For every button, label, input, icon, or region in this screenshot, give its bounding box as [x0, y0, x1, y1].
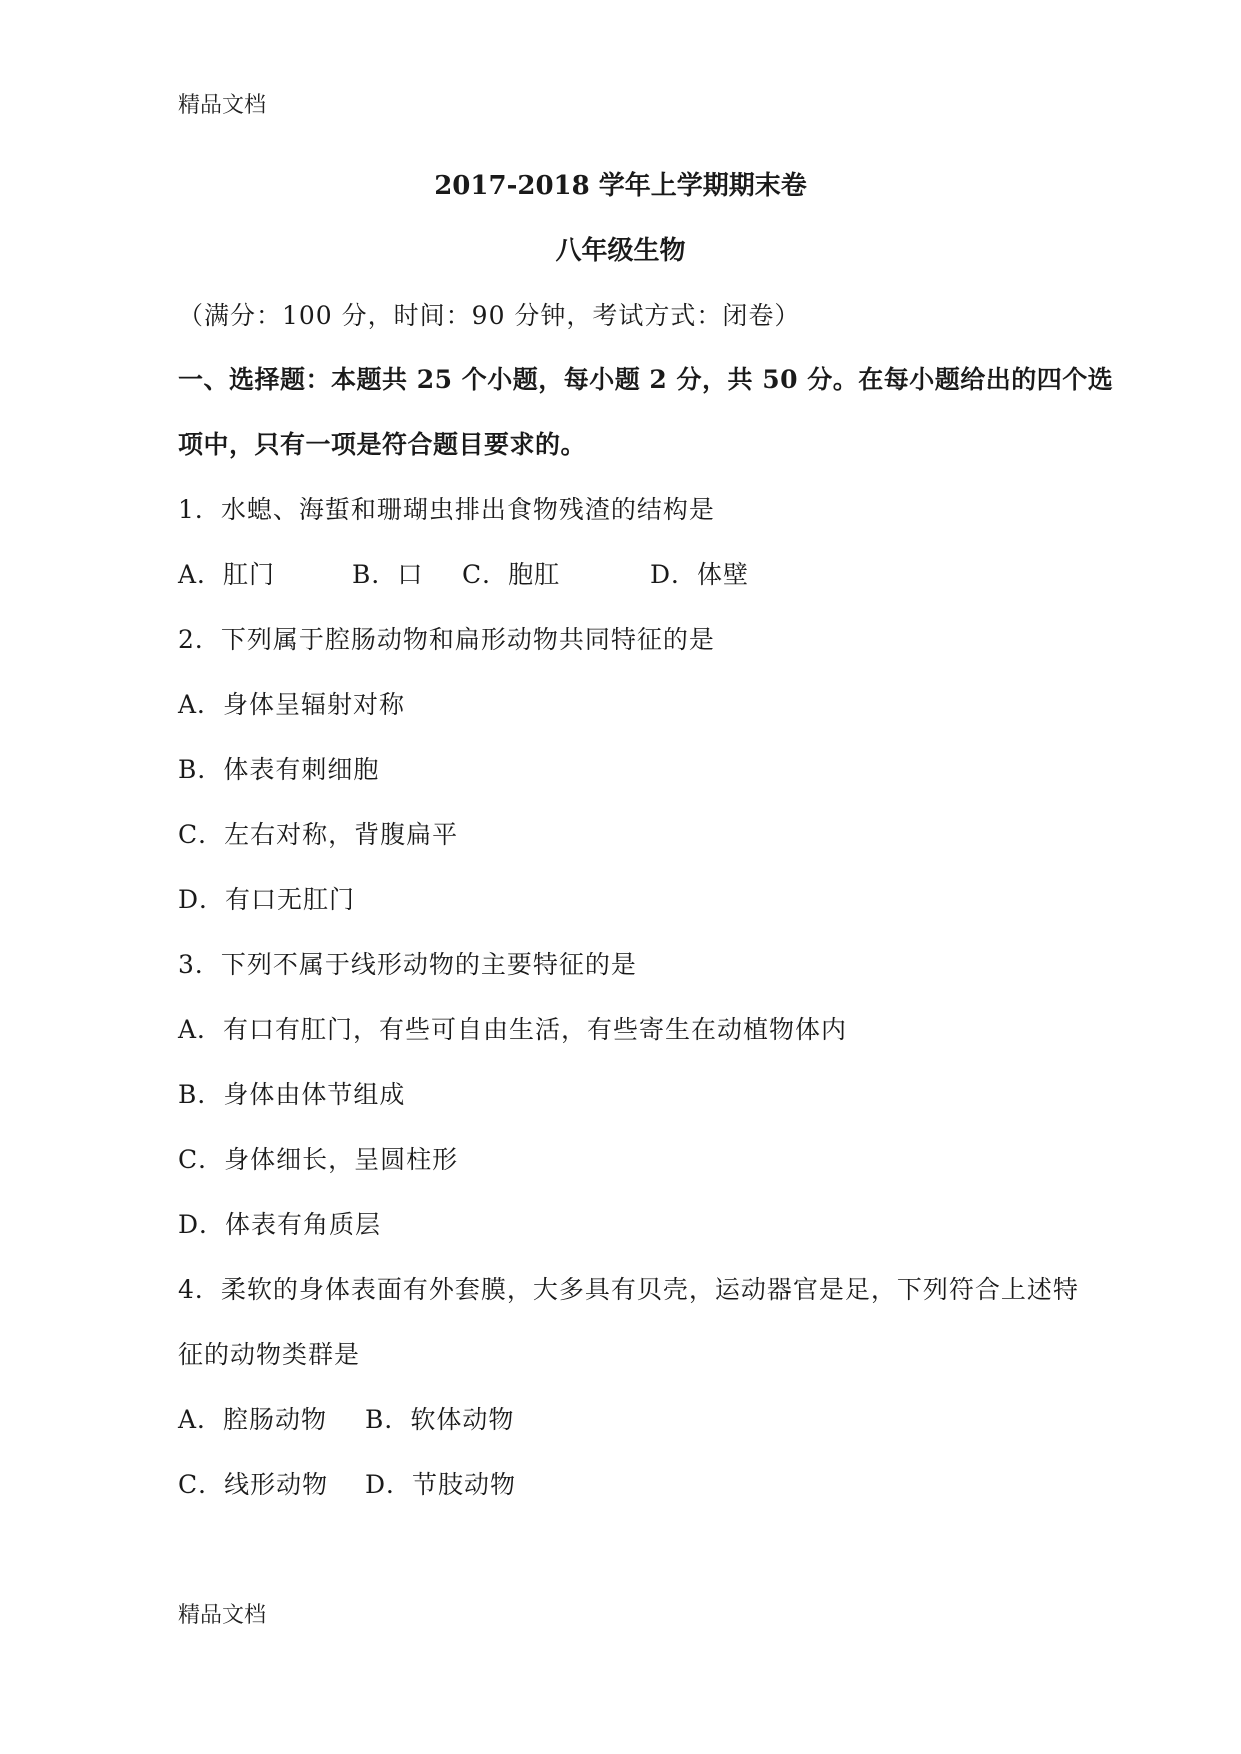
question-1-option-b: B．口 — [352, 560, 424, 589]
question-3-stem: 3．下列不属于线形动物的主要特征的是 — [178, 950, 637, 979]
exam-subject: 八年级生物 — [555, 236, 686, 266]
exam-info: （满分：100 分，时间：90 分钟，考试方式：闭卷） — [178, 301, 801, 330]
footer-tag: 精品文档 — [178, 1603, 267, 1628]
question-3-option-c: C．身体细长，呈圆柱形 — [178, 1145, 459, 1174]
exam-title: 2017-2018 学年上学期期末卷 — [434, 171, 807, 201]
question-1-option-c: C．胞肛 — [462, 560, 561, 589]
question-1-option-d: D．体壁 — [650, 560, 750, 589]
question-4-option-a: A．腔肠动物 — [178, 1405, 328, 1434]
section-heading-line1: 一、选择题：本题共 25 个小题，每小题 2 分，共 50 分。在每小题给出的四个选 — [178, 365, 1114, 394]
question-4-stem-line1: 4．柔软的身体表面有外套膜，大多具有贝壳，运动器官是足，下列符合上述特 — [178, 1275, 1079, 1304]
question-4-option-c: C．线形动物 — [178, 1470, 329, 1499]
question-4-option-b: B．软体动物 — [365, 1405, 515, 1434]
question-2-option-d: D．有口无肛门 — [178, 885, 356, 914]
header-tag: 精品文档 — [178, 93, 267, 118]
question-4-option-d: D．节肢动物 — [365, 1470, 517, 1499]
question-2-option-c: C．左右对称，背腹扁平 — [178, 820, 459, 849]
question-3-option-d: D．体表有角质层 — [178, 1210, 382, 1239]
question-3-option-b: B．身体由体节组成 — [178, 1080, 406, 1109]
question-2-option-b: B．体表有刺细胞 — [178, 755, 380, 784]
question-2-option-a: A．身体呈辐射对称 — [178, 690, 406, 719]
question-4-stem-line2: 征的动物类群是 — [178, 1340, 361, 1369]
question-2-stem: 2．下列属于腔肠动物和扁形动物共同特征的是 — [178, 625, 715, 654]
section-heading-line2: 项中，只有一项是符合题目要求的。 — [178, 430, 587, 459]
question-1-option-a: A．肛门 — [178, 560, 276, 589]
question-3-option-a: A．有口有肛门，有些可自由生活，有些寄生在动植物体内 — [178, 1015, 848, 1044]
question-1-stem: 1．水螅、海蜇和珊瑚虫排出食物残渣的结构是 — [178, 495, 715, 524]
